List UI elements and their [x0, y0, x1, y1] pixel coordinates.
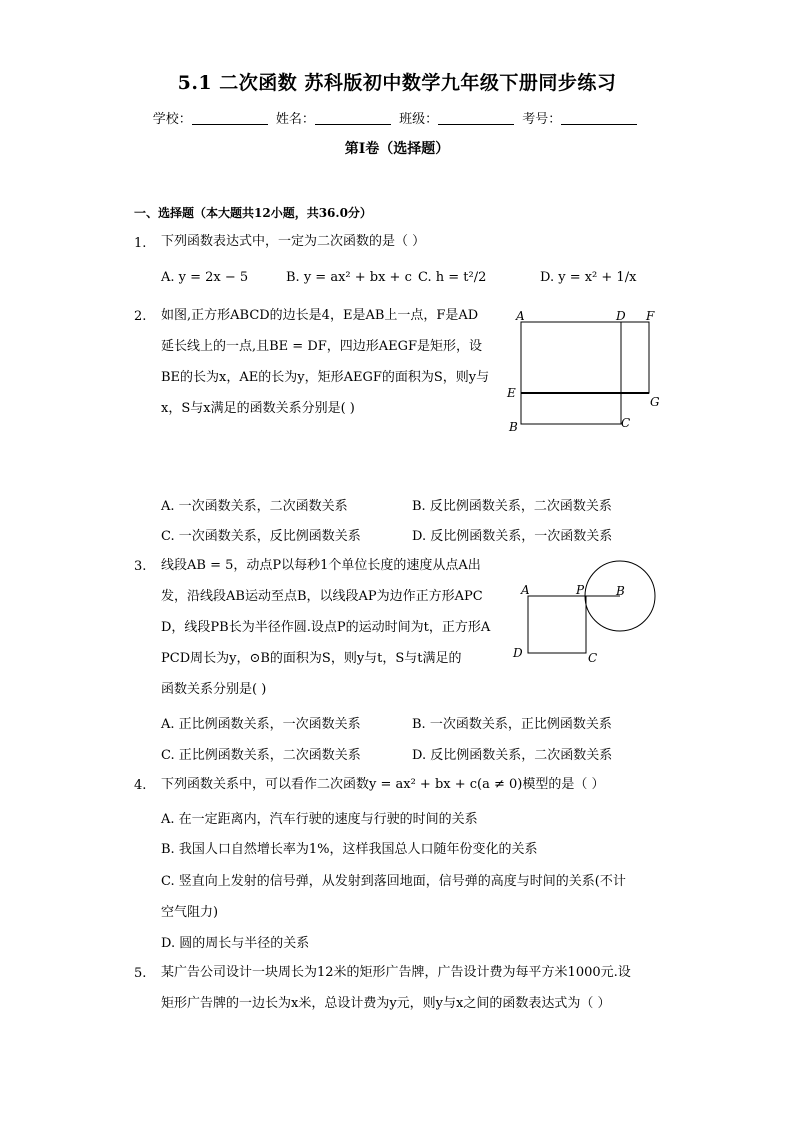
q2-option-d: D. 反比例函数关系，一次函数关系 — [412, 529, 613, 544]
q4-option-d: D. 圆的周长与半径的关系 — [161, 936, 310, 951]
student-info-line — [0, 108, 794, 127]
q3-line-1: 线段AB = 5，动点P以每秒1个单位长度的速度从点A出 — [161, 558, 481, 573]
label-a: A — [521, 583, 530, 597]
q2-option-b: B. 反比例函数关系，二次函数关系 — [412, 499, 612, 514]
label-a: A — [516, 309, 525, 323]
q2-option-c: C. 一次函数关系，反比例函数关系 — [161, 529, 361, 544]
label-b: B — [509, 420, 518, 434]
q4-option-b: B. 我国人口自然增长率为1%，这样我国总人口随年份变化的关系 — [161, 842, 538, 857]
label-d: D — [513, 646, 523, 660]
school-blank — [192, 124, 268, 125]
q3-figure — [508, 558, 668, 673]
q3-option-b: B. 一次函数关系，正比例函数关系 — [412, 717, 612, 732]
q1-option-c: C. h = t²/2 — [418, 270, 487, 285]
name-blank — [315, 124, 391, 125]
q2-figure — [502, 305, 672, 435]
q4-option-c-line-1: C. 竖直向上发射的信号弹，从发射到落回地面，信号弹的高度与时间的关系(不计 — [161, 874, 626, 889]
square-apcd — [528, 596, 586, 653]
class-blank — [438, 124, 514, 125]
q3-option-c: C. 正比例函数关系，二次函数关系 — [161, 748, 361, 763]
q1-option-b: B. y = ax² + bx + c — [286, 270, 412, 285]
q2-number: 2. — [134, 309, 147, 324]
name-label: 姓名： — [275, 112, 315, 127]
q5-line-2: 矩形广告牌的一边长为x米，总设计费为y元，则y与x之间的函数表达式为（ ） — [161, 996, 611, 1011]
q2-line-4: x，S与x满足的函数关系分别是( ) — [161, 401, 355, 416]
label-f: F — [646, 309, 655, 323]
q5-number: 5. — [134, 966, 147, 981]
exam-no-blank — [561, 124, 637, 125]
label-c: C — [588, 651, 598, 665]
q3-option-d: D. 反比例函数关系，二次函数关系 — [412, 748, 613, 763]
q1-text: 下列函数表达式中，一定为二次函数的是（ ） — [161, 234, 426, 249]
q3-line-3: D，线段PB长为半径作圆.设点P的运动时间为t，正方形A — [161, 620, 491, 635]
label-g: G — [650, 395, 660, 409]
q1-option-a: A. y = 2x − 5 — [161, 270, 249, 285]
class-label: 班级： — [399, 112, 439, 127]
section-heading: 一、选择题（本大题共12小题，共36.0分） — [134, 206, 372, 220]
rectangle-aegf — [521, 322, 649, 393]
volume-heading: 第I卷（选择题） — [344, 141, 450, 157]
label-b: B — [616, 584, 625, 598]
document-title: 5.1 二次函数 苏科版初中数学九年级下册同步练习 — [177, 72, 617, 94]
q4-number: 4. — [134, 778, 147, 793]
q4-option-a: A. 在一定距离内，汽车行驶的速度与行驶的时间的关系 — [161, 812, 478, 827]
q3-line-4: PCD周长为y，⊙B的面积为S，则y与t，S与t满足的 — [161, 651, 462, 666]
label-d: D — [616, 309, 626, 323]
q3-number: 3. — [134, 559, 147, 574]
q4-text: 下列函数关系中，可以看作二次函数y = ax² + bx + c(a ≠ 0)模型的是（ ） — [161, 777, 605, 792]
q2-line-1: 如图,正方形ABCD的边长是4，E是AB上一点，F是AD — [161, 308, 479, 323]
label-c: C — [621, 416, 631, 430]
q2-line-2: 延长线上的一点,且BE = DF，四边形AEGF是矩形，设 — [161, 339, 483, 354]
q3-option-a: A. 正比例函数关系，一次函数关系 — [161, 717, 361, 732]
q2-option-a: A. 一次函数关系，二次函数关系 — [161, 499, 348, 514]
q3-line-5: 函数关系分别是( ) — [161, 682, 267, 697]
q3-line-2: 发，沿线段AB运动至点B，以线段AP为边作正方形APC — [161, 589, 483, 604]
q1-number: 1. — [134, 236, 147, 251]
square-abcd — [521, 322, 621, 424]
q4-option-c-line-2: 空气阻力) — [161, 905, 219, 920]
label-p: P — [576, 583, 585, 597]
label-e: E — [507, 386, 516, 400]
exam-no-label: 考号： — [522, 112, 562, 127]
q2-line-3: BE的长为x，AE的长为y，矩形AEGF的面积为S，则y与 — [161, 370, 490, 385]
school-label: 学校： — [152, 112, 192, 127]
q5-line-1: 某广告公司设计一块周长为12米的矩形广告牌，广告设计费为每平方米1000元.设 — [161, 965, 631, 980]
q1-option-d: D. y = x² + 1/x — [540, 270, 637, 285]
